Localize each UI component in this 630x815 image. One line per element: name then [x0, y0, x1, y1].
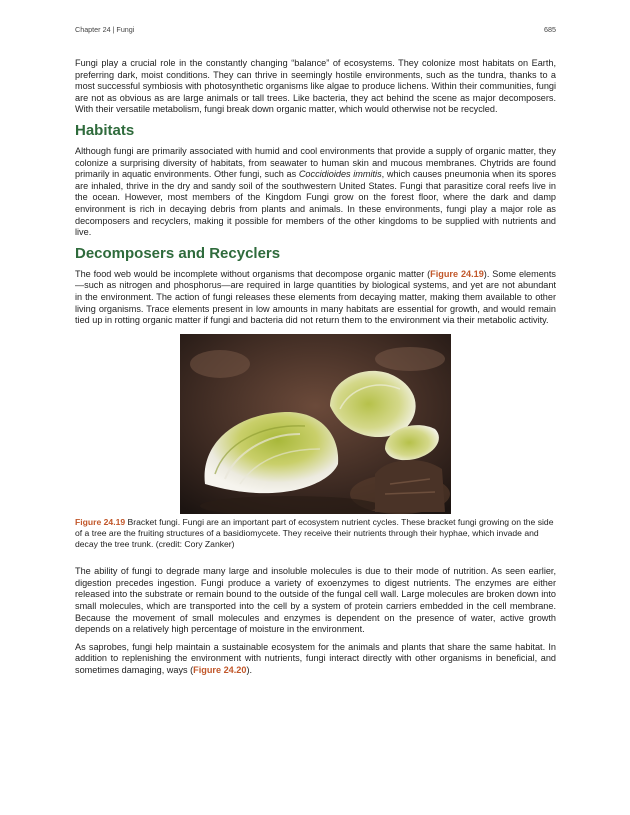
figure-link[interactable]: Figure 24.19: [430, 268, 484, 279]
habitats-paragraph: Although fungi are primarily associated with humid and cool environments that provide a supply of organic matter, they colonize a surprising diversity of habitats, from seawater to human skin and mucous membranes. Chytrids are found primarily in aquatic environments. Other fungi, such as Coccidioides immitis, which causes pneumonia when its spores are inhaled, thrive in the dry and sandy soil of the southwestern United States. Fungi that parasitize coral reefs live in the ocean. However, most members of the Kingdom Fungi grow on the forest floor, where the dark and damp environment is rich in decaying debris from plants and animals. In these environments, fungi play a major role as decomposers and recyclers, making it possible for members of the other kingdoms to be supplied with nutrients and live.: [75, 145, 557, 238]
page-content: [75, 58, 556, 683]
intro-paragraph: Fungi play a crucial role in the constantly changing “balance” of ecosystems. They colonize most habitats on Earth, preferring dark, moist conditions. They can thrive in seemingly hostile environments, such as the tundra, thanks to a most successful symbiosis with photosynthetic organisms like algae to produce lichens. Within their communities, fungi are not as obvious as are large animals or tall trees. Like bacteria, they act behind the scene as major decomposers. With their versatile metabolism, fungi break down organic matter, which would otherwise not be recycled.: [75, 58, 556, 115]
page-number: 685: [544, 25, 556, 34]
nutrition-paragraph: The ability of fungi to degrade many large and insoluble molecules is due to their mode of nutrition. As seen earlier, digestion precedes ingestion. Fungi produce a variety of exoenzymes to digest nutrients. The enzymes are either released into the substrate or remain bound to the outside of the fungal cell wall. Large molecules are broken down into small molecules, which are transported into the cell by a system of protein carriers embedded in the cell membrane. Because the movement of small molecules and enzymes is dependent on the presence of water, active growth depends on a relatively high percentage of moisture in the environment.: [75, 566, 556, 635]
habitats-heading: Habitats: [75, 121, 135, 139]
decomposers-heading: Decomposers and Recyclers: [75, 244, 281, 262]
figure-link[interactable]: Figure 24.20: [193, 665, 247, 676]
figure-label: Figure 24.19: [75, 516, 126, 527]
bracket-fungi-photo: [180, 334, 451, 514]
saprobes-paragraph: As saprobes, fungi help maintain a sustainable ecosystem for the animals and plants that share the same habitat. In addition to replenishing the environment with nutrients, fungi interact directly with other organisms in beneficial, and sometimes damaging, ways (Figure 24.20).: [75, 641, 556, 676]
page-header: [75, 25, 556, 34]
figure-caption: Figure 24.19 Bracket fungi. Fungi are an important part of ecosystem nutrient cycles. These bracket fungi growing on the side of a tree are the fruiting structures of a basidiomycete. They receive their nutrients through their hyphae, which invade and decay the tree trunk. (credit: Cory Zanker): [75, 516, 554, 550]
species-name: Coccidioides immitis: [298, 169, 382, 180]
chapter-title: Chapter 24 | Fungi: [75, 25, 135, 34]
decomposers-paragraph: The food web would be incomplete without organisms that decompose organic matter (Figure 24.19). Some elements—such as nitrogen and phosphorus—are required in large quantities by biological systems, and yet are not abundant in the environment. The action of fungi releases these elements from decaying matter, making them available to other living organisms. Trace elements present in low amounts in many habitats are essential for growth, and would remain tied up in rotting organic matter if fungi and bacteria did not return them to the environment via their metabolic activity.: [75, 268, 556, 326]
